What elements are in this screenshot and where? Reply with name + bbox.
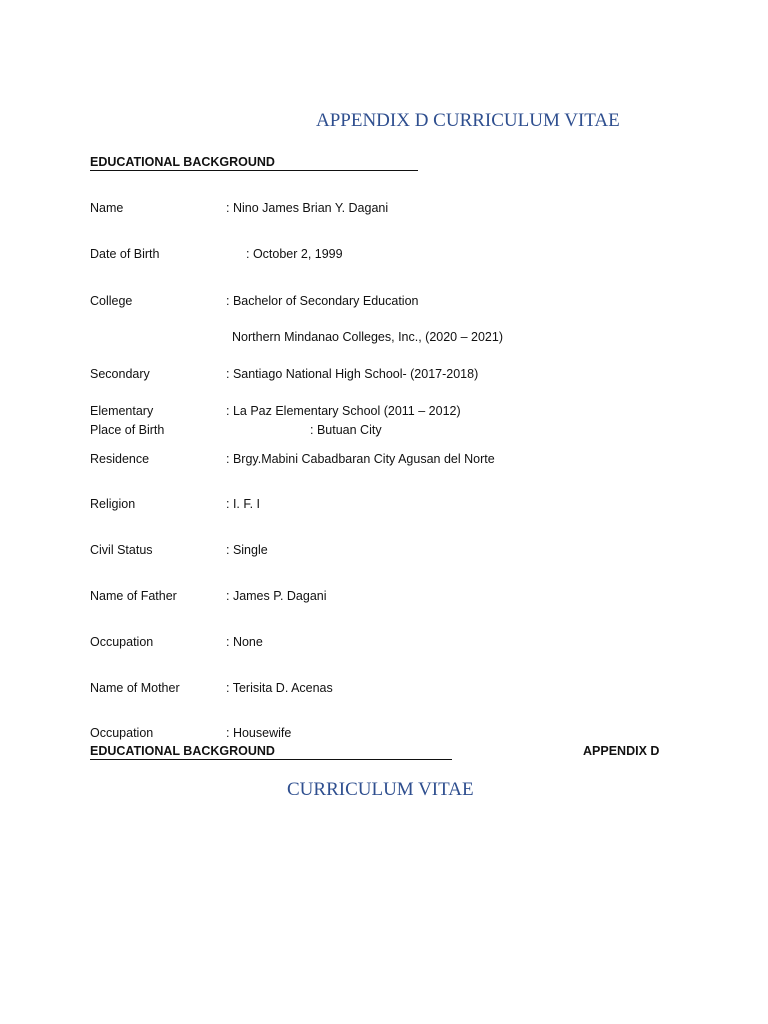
value-religion: : I. F. I bbox=[226, 497, 261, 511]
second-page-title: CURRICULUM VITAE bbox=[287, 779, 474, 800]
value-mother-occupation: : Housewife bbox=[226, 726, 292, 740]
label-place-of-birth: Place of Birth bbox=[90, 423, 165, 437]
value-date-of-birth: : October 2, 1999 bbox=[246, 247, 343, 261]
value-name-of-father: : James P. Dagani bbox=[226, 589, 327, 603]
label-residence: Residence bbox=[90, 452, 150, 466]
value-father-occupation: : None bbox=[226, 635, 263, 649]
footer-heading-underline bbox=[90, 759, 452, 760]
value-college: : Bachelor of Secondary Education bbox=[226, 294, 419, 308]
label-name-of-father: Name of Father bbox=[90, 589, 177, 603]
label-college: College bbox=[90, 294, 133, 308]
value-residence: : Brgy.Mabini Cabadbaran City Agusan del Norte bbox=[226, 452, 495, 466]
value-name: : Nino James Brian Y. Dagani bbox=[226, 201, 389, 215]
value-place-of-birth: : Butuan City bbox=[310, 423, 382, 437]
section-heading: EDUCATIONAL BACKGROUND bbox=[90, 155, 275, 169]
value-name-of-mother: : Terisita D. Acenas bbox=[226, 681, 333, 695]
label-name-of-mother: Name of Mother bbox=[90, 681, 180, 695]
label-father-occupation: Occupation bbox=[90, 635, 154, 649]
label-mother-occupation: Occupation bbox=[90, 726, 154, 740]
label-secondary: Secondary bbox=[90, 367, 150, 381]
label-date-of-birth: Date of Birth bbox=[90, 247, 160, 261]
footer-appendix-label: APPENDIX D bbox=[583, 744, 660, 758]
label-name: Name bbox=[90, 201, 124, 215]
label-elementary: Elementary bbox=[90, 404, 154, 418]
value-elementary: : La Paz Elementary School (2011 – 2012) bbox=[226, 404, 461, 418]
label-civil-status: Civil Status bbox=[90, 543, 153, 557]
section-heading-underline bbox=[90, 170, 418, 171]
page-title: APPENDIX D CURRICULUM VITAE bbox=[316, 110, 620, 131]
value-secondary: : Santiago National High School- (2017-2018) bbox=[226, 367, 479, 381]
value-civil-status: : Single bbox=[226, 543, 268, 557]
footer-section-heading: EDUCATIONAL BACKGROUND bbox=[90, 744, 275, 758]
label-religion: Religion bbox=[90, 497, 136, 511]
value-college-institution: Northern Mindanao Colleges, Inc., (2020 – 2021) bbox=[232, 330, 503, 344]
